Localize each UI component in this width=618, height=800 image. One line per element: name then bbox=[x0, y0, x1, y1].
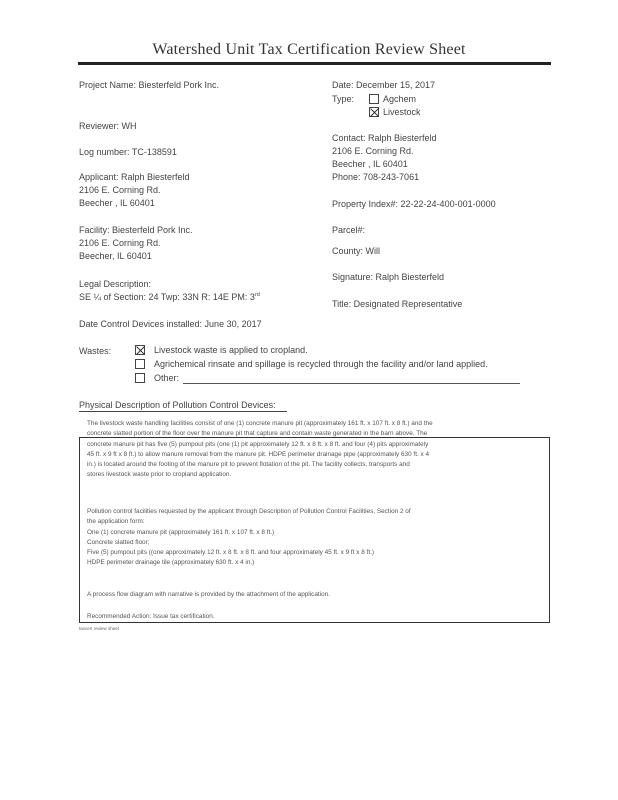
paragraph-1: The livestock waste handling facilities consist of one (1) concrete manure pit (approximately 161 ft. x 107 ft. x 8 ft.) and the concrete slatted portion of the floor over the manure pit that capture and contain waste generated in the barn above. The concrete manure pit has five (5) pumpout pits (one (1) pit approximately 12 ft. x 8 ft. x 8 ft. and four (4) pits approximately 45 ft. x 9 ft x 8 ft.) to allow manure removal from the manure pit. HDPE perimeter drainage pipe (approximately 630 ft. x 4 in.) is located around the footing of the manure pit to prevent flotation of the pit. The facility collects, transports and stores livestock waste prior to cropland application. bbox=[87, 420, 433, 479]
facility-city: Beecher, IL 60401 bbox=[79, 251, 152, 261]
footer-text: taxcert review sheet bbox=[79, 626, 120, 631]
contact-address: 2106 E. Corning Rd. bbox=[332, 146, 414, 156]
other-blank-line[interactable] bbox=[183, 383, 520, 384]
project-name: Project Name: Biesterfeld Pork Inc. bbox=[79, 80, 220, 90]
contact-phone: Phone: 708-243-7061 bbox=[332, 172, 420, 182]
agchem-checkbox[interactable] bbox=[369, 94, 379, 104]
paragraph-3: A process flow diagram with narrative is provided by the attachment of the application. bbox=[87, 591, 330, 598]
legal-description-label: Legal Description: bbox=[79, 279, 152, 289]
county: County: Will bbox=[332, 246, 381, 256]
applicant-address: 2106 E. Corning Rd. bbox=[79, 185, 161, 195]
title-rule bbox=[78, 62, 551, 65]
physical-heading-underline bbox=[79, 411, 287, 412]
date: Date: December 15, 2017 bbox=[332, 80, 436, 90]
physical-heading: Physical Description of Pollution Control Devices: bbox=[79, 400, 276, 410]
reviewer: Reviewer: WH bbox=[79, 121, 137, 131]
agchem-label: Agchem bbox=[383, 94, 417, 104]
applicant-name: Applicant: Ralph Biesterfeld bbox=[79, 172, 190, 182]
other-checkbox[interactable] bbox=[135, 373, 145, 383]
property-index: Property Index#: 22-22-24-400-001-0000 bbox=[332, 199, 496, 209]
parcel: Parcel#: bbox=[332, 225, 366, 235]
signature: Signature: Ralph Biesterfeld bbox=[332, 272, 445, 282]
title-line: Title: Designated Representative bbox=[332, 299, 463, 309]
log-number: Log number: TC-138591 bbox=[79, 147, 177, 157]
recommended-action: Recommended Action: Issue tax certification. bbox=[87, 613, 215, 620]
legal-description-value: SE ¼ of Section: 24 Twp: 33N R: 14E PM: 3rd bbox=[79, 292, 260, 302]
livestock-checkbox[interactable] bbox=[369, 107, 379, 117]
contact-city: Beecher , IL 60401 bbox=[332, 159, 408, 169]
livestock-label: Livestock bbox=[383, 107, 421, 117]
page-title: Watershed Unit Tax Certification Review Sheet bbox=[152, 41, 466, 58]
agrichemical-checkbox[interactable] bbox=[135, 359, 145, 369]
date-control-devices: Date Control Devices installed: June 30, 2017 bbox=[79, 319, 262, 329]
applicant-city: Beecher , IL 60401 bbox=[79, 198, 155, 208]
livestock-waste-label: Livestock waste is applied to cropland. bbox=[154, 345, 308, 355]
agrichemical-label: Agrichemical rinsate and spillage is recycled through the facility and/or land applied. bbox=[154, 359, 488, 369]
livestock-waste-checkbox[interactable] bbox=[135, 345, 145, 355]
facility-name: Facility: Biesterfeld Pork Inc. bbox=[79, 225, 193, 235]
type-label: Type: bbox=[332, 94, 355, 104]
contact-name: Contact: Ralph Biesterfeld bbox=[332, 133, 437, 143]
paragraph-2: Pollution control facilities requested by the applicant through Description of Pollution Control Facilities, Section 2 of the application form: One (1) concrete manure pit (approximately 161 ft. x 107 ft. x 8 ft.) Concrete slatted floor; Five (5) pumpout pits ((one approximately 12 ft. x 8 ft. x 8 ft. and four approximately 45 ft. x 9 ft x 8 ft.) HDPE perimeter drainage tile (approximately 630 ft. x 4 in.) bbox=[87, 508, 411, 567]
wastes-label: Wastes: bbox=[79, 346, 112, 356]
facility-address: 2106 E. Corning Rd. bbox=[79, 238, 161, 248]
other-label: Other: bbox=[154, 373, 180, 383]
